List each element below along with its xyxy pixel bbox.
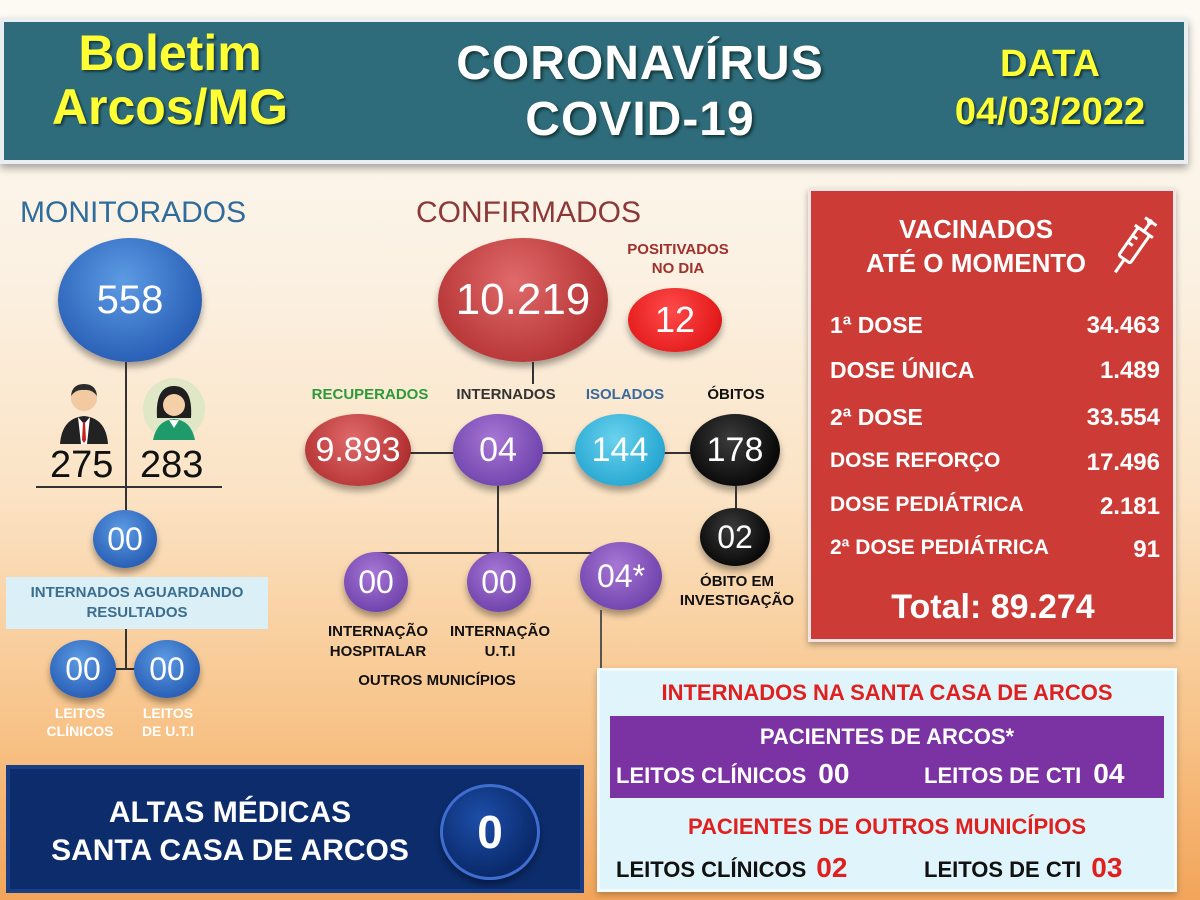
arcos-clinicos: [616, 758, 849, 790]
vaccine-value: 33.554: [1086, 404, 1160, 431]
obitos-count: 178: [690, 414, 780, 486]
arcos-clinicos-value: 00: [818, 758, 850, 789]
vaccine-label: 2ª DOSE PEDIÁTRICA: [830, 536, 1049, 559]
awaiting-count: 00: [93, 510, 157, 568]
confirmados-title: CONFIRMADOS: [416, 196, 641, 229]
women-count: 283: [140, 444, 204, 486]
vaccine-label: 1ª DOSE: [830, 312, 923, 338]
obito-investigacao-label: [670, 572, 804, 610]
label-line: U.T.I: [484, 643, 516, 660]
label-line: HOSPITALAR: [329, 643, 427, 660]
vacinados-total: Total: 89.274: [891, 588, 1095, 626]
internados-count: 04: [453, 414, 543, 486]
connector-line: [125, 629, 127, 669]
arcos-patients-title: PACIENTES DE ARCOS*: [759, 724, 1015, 749]
internacao-hospitalar-label: [318, 622, 438, 662]
leitos-uti-count: 00: [134, 640, 200, 698]
monitorados-title: MONITORADOS: [20, 196, 247, 229]
title-line-1: CORONAVÍRUS: [456, 37, 824, 90]
man-icon: [58, 380, 110, 444]
label-line: INTERNAÇÃO: [328, 623, 428, 640]
vaccine-label: DOSE ÚNICA: [830, 357, 975, 383]
internacao-hospitalar-count: 00: [344, 552, 408, 612]
positivados-count: 12: [628, 288, 722, 352]
men-count: 275: [50, 444, 114, 486]
awaiting-label: INTERNADOS AGUARDANDO RESULTADOS: [6, 577, 268, 629]
altas-label: [20, 794, 440, 870]
date-label: DATA: [1000, 43, 1100, 85]
label-line: NO DIA: [651, 260, 705, 277]
vaccine-row: [830, 404, 1160, 432]
internados-arcos-count: 04*: [580, 542, 662, 610]
outros-clinicos-label: LEITOS CLÍNICOS: [616, 857, 807, 882]
internacao-uti-label: [440, 622, 560, 662]
leitos-uti-label: [118, 704, 218, 740]
label-line: ÓBITO EM: [700, 573, 774, 590]
outros-cti-value: 03: [1091, 852, 1123, 883]
leitos-clinicos-count: 00: [50, 640, 116, 698]
main-title: [420, 36, 860, 148]
title-line-2: COVID-19: [525, 93, 755, 146]
label-line: POSITIVADOS: [627, 241, 729, 258]
obito-investigacao-count: 02: [700, 508, 770, 566]
outros-municipios-label: OUTROS MUNICÍPIOS: [358, 672, 516, 689]
connector-line: [497, 486, 499, 554]
vaccine-row: [830, 357, 1160, 385]
syringe-icon: [1108, 214, 1158, 280]
vaccine-value: 2.181: [1099, 493, 1160, 520]
monitorados-total: 558: [58, 238, 202, 362]
vaccine-value: 91: [1133, 536, 1160, 563]
bulletin-line-2: Arcos/MG: [51, 79, 289, 135]
vaccine-row: [830, 536, 1160, 564]
vaccine-row: [830, 449, 1160, 477]
vaccine-row: [830, 312, 1160, 340]
bulletin-line-1: Boletim: [78, 25, 262, 81]
title-line: ATÉ O MOMENTO: [865, 248, 1087, 278]
title-line: VACINADOS: [898, 214, 1054, 244]
vaccine-value: 17.496: [1086, 449, 1160, 476]
label-line: LEITOS: [54, 705, 106, 721]
date-block: [920, 40, 1180, 136]
obitos-label: ÓBITOS: [707, 386, 765, 403]
altas-count: 0: [440, 784, 540, 880]
label-line: DE U.T.I: [141, 723, 195, 739]
label-line: SANTA CASA DE ARCOS: [51, 834, 409, 867]
outros-clinicos-value: 02: [816, 852, 848, 883]
connector-line: [532, 362, 534, 384]
arcos-clinicos-label: LEITOS CLÍNICOS: [616, 763, 807, 788]
leitos-clinicos-label: [30, 704, 130, 740]
date-value: 04/03/2022: [954, 91, 1146, 133]
positivados-label: [618, 240, 738, 278]
outros-cti: [924, 852, 1122, 884]
label-line: INTERNAÇÃO: [450, 623, 550, 640]
vaccine-row: [830, 493, 1160, 521]
label-line: ALTAS MÉDICAS: [108, 796, 352, 829]
outros-cti-label: LEITOS DE CTI: [924, 857, 1082, 882]
vaccine-value: 34.463: [1086, 312, 1160, 339]
vaccine-label: DOSE REFORÇO: [830, 449, 1001, 472]
vacinados-title: [826, 212, 1126, 280]
isolados-label: ISOLADOS: [585, 386, 665, 403]
vaccine-label: DOSE PEDIÁTRICA: [830, 493, 1024, 516]
recuperados-count: 9.893: [305, 414, 411, 486]
internados-label: INTERNADOS: [456, 386, 556, 403]
outros-clinicos: [616, 852, 847, 884]
arcos-cti-value: 04: [1093, 758, 1125, 789]
connector-line: [735, 486, 737, 508]
arcos-cti-label: LEITOS DE CTI: [924, 763, 1082, 788]
connector-line: [125, 362, 127, 512]
outros-patients-title: PACIENTES DE OUTROS MUNICÍPIOS: [687, 814, 1087, 839]
confirmados-total: 10.219: [438, 238, 608, 362]
woman-icon: [143, 378, 205, 444]
vaccine-value: 1.489: [1099, 357, 1160, 384]
vaccine-label: 2ª DOSE: [830, 404, 923, 430]
santa-casa-title: INTERNADOS NA SANTA CASA DE ARCOS: [661, 680, 1113, 705]
arcos-cti: [924, 758, 1124, 790]
internacao-uti-count: 00: [467, 552, 531, 612]
label-line: CLÍNICOS: [46, 723, 114, 739]
recuperados-label: RECUPERADOS: [311, 386, 429, 403]
bulletin-title: [20, 26, 320, 134]
label-line: INVESTIGAÇÃO: [679, 592, 795, 609]
isolados-count: 144: [575, 414, 665, 486]
label-line: LEITOS: [142, 705, 194, 721]
